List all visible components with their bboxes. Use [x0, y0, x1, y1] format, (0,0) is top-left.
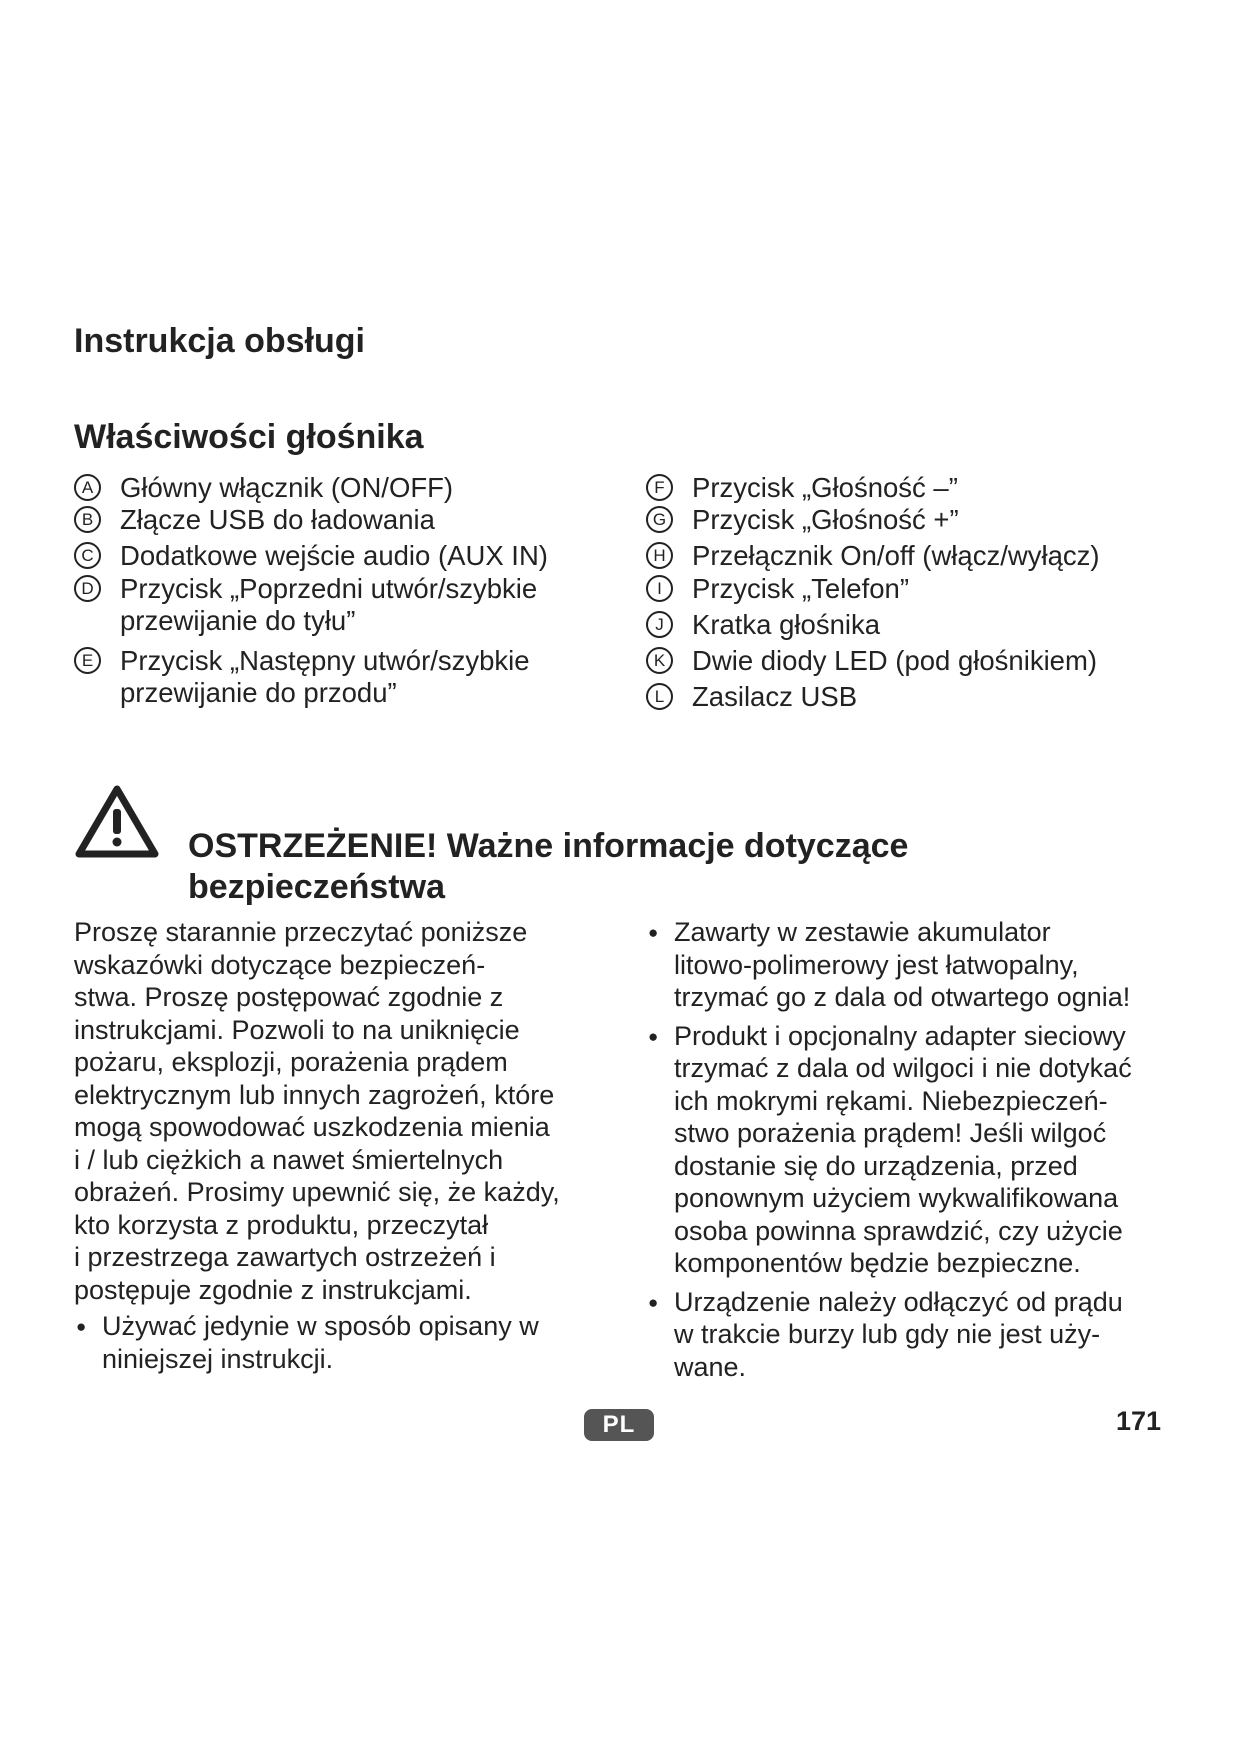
letter-badge: K [646, 647, 673, 674]
feature-item: E Przycisk „Następny utwór/szybkie przewijanie do przodu” [74, 645, 604, 709]
feature-item: H Przełącznik On/off (włącz/wyłącz) [646, 540, 1166, 572]
feature-item: I Przycisk „Telefon” [646, 573, 1166, 605]
letter-badge: D [74, 575, 101, 602]
safety-bullets-left [74, 1310, 594, 1375]
bullet-item: ● Zawarty w zestawie akumulator litowo-polimerowy jest łatwopalny, trzymać go z dala od otwartego ognia! [646, 916, 1166, 1014]
feature-item: L Zasilacz USB [646, 681, 1166, 713]
bullet-item: ● Używać jedynie w sposób opisany w niniejszej instrukcji. [74, 1310, 594, 1375]
features-title: Właściwości głośnika [74, 418, 424, 456]
letter-badge: G [646, 506, 673, 533]
bullet-item: ● Produkt i opcjonalny adapter sieciowy trzymać z dala od wilgoci i nie dotykać ich mokrymi rękami. Niebezpieczeń- stwo porażenia prądem! Jeśli wilgoć dostanie się do urządzenia, przed ponownym użyciem wykwalifikowana osoba powinna sprawdzić, czy użycie komponentów będzie bezpieczne. [646, 1020, 1166, 1280]
letter-badge: L [646, 683, 673, 710]
letter-badge: A [74, 474, 101, 501]
feature-item: B Złącze USB do ładowania [74, 504, 604, 536]
safety-intro: Proszę starannie przeczytać poniższe wskazówki dotyczące bezpieczeń- stwa. Proszę postępować zgodnie z instrukcjami. Pozwoli to na uniknięcie pożaru, eksplozji, porażenia prądem elektrycznym lub innych zagrożeń, które mogą spowodować uszkodzenia mienia i / lub ciężkich a nawet śmiertelnych obrażeń. Prosimy upewnić się, że każdy, kto korzysta z produktu, przeczytał i przestrzega zawartych ostrzeżeń i postępuje zgodnie z instrukcjami. [74, 917, 560, 1305]
safety-right-column [646, 916, 1166, 1383]
feature-item: A Główny włącznik (ON/OFF) [74, 472, 604, 504]
feature-item: K Dwie diody LED (pod głośnikiem) [646, 645, 1166, 677]
letter-badge: E [74, 647, 101, 674]
language-badge: PL [584, 1409, 654, 1441]
letter-badge: J [646, 611, 673, 638]
bullet-item: ● Urządzenie należy odłączyć od prądu w trakcie burzy lub gdy nie jest uży- wane. [646, 1286, 1166, 1384]
page-number: 171 [1116, 1406, 1162, 1436]
features-list-right [646, 472, 1166, 713]
page-title: Instrukcja obsługi [74, 322, 365, 360]
warning-triangle-icon [74, 784, 160, 860]
warning-title: OSTRZEŻENIE! Ważne informacje dotyczące bezpieczeństwa [188, 827, 909, 906]
letter-badge: C [74, 542, 101, 569]
features-list-left [74, 472, 604, 709]
feature-item: J Kratka głośnika [646, 609, 1166, 641]
letter-badge: I [646, 575, 673, 602]
feature-item: F Przycisk „Głośność –” [646, 472, 1166, 504]
letter-badge: B [74, 506, 101, 533]
letter-badge: H [646, 542, 673, 569]
feature-item: D Przycisk „Poprzedni utwór/szybkie przewijanie do tyłu” [74, 573, 604, 637]
safety-left-column [74, 916, 594, 1375]
safety-bullets-right [646, 916, 1166, 1383]
feature-item: G Przycisk „Głośność +” [646, 504, 1166, 536]
feature-item: C Dodatkowe wejście audio (AUX IN) [74, 540, 604, 572]
letter-badge: F [646, 474, 673, 501]
